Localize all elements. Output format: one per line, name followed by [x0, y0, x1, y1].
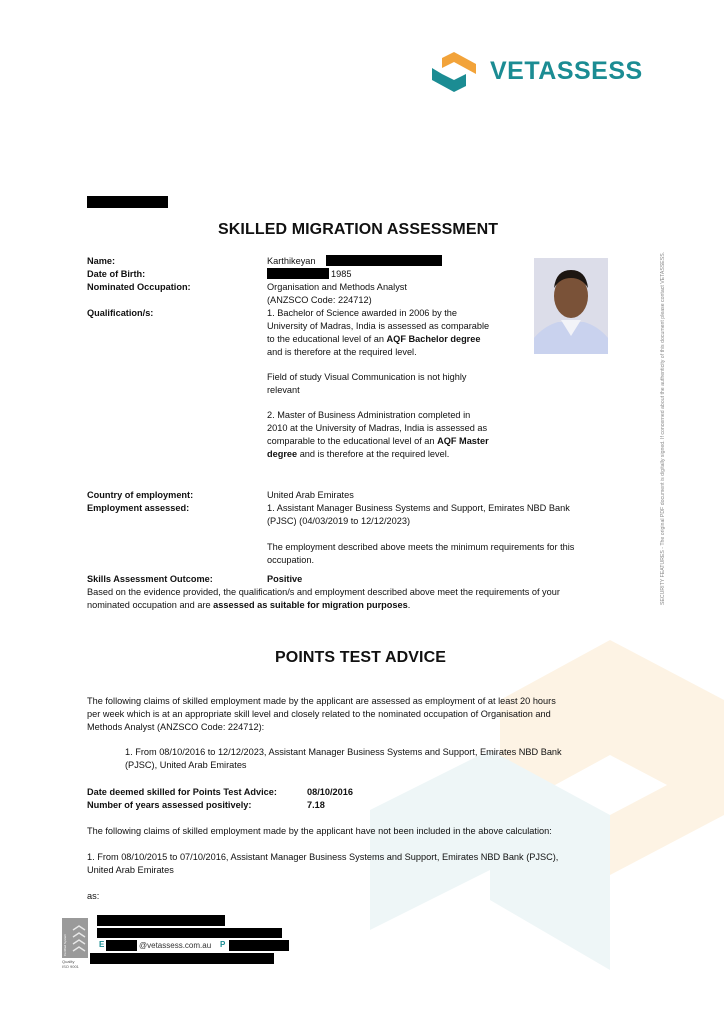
occupation-code: (ANZSCO Code: 224712): [267, 295, 372, 305]
checkmark-pattern-icon: [72, 924, 86, 954]
qualification-2: 2. Master of Business Administration completed in 2010 at the University of Madras, India is assessed as comparable to the educational level of an AQF Master degree and is therefore at the required level.: [267, 410, 489, 459]
occupation-label: Nominated Occupation:: [87, 282, 191, 292]
page-title: SKILLED MIGRATION ASSESSMENT: [218, 221, 499, 238]
applicant-photo: [534, 258, 608, 354]
date-deemed-label: Date deemed skilled for Points Test Advice:: [87, 787, 277, 797]
years-label: Number of years assessed positively:: [87, 800, 252, 810]
security-features-note: SECURITY FEATURES - The original PDF document is digitally signed. If concerned about the authenticity of this document please contact VETASSESS.: [660, 251, 666, 605]
redacted-footer-line-1: [97, 915, 225, 926]
watermark-graphic: [360, 640, 724, 980]
brand-name: VETASSESS: [490, 57, 643, 85]
contact-line: [97, 940, 297, 951]
name-value: Karthikeyan: [267, 256, 316, 266]
outcome-value: Positive: [267, 574, 303, 584]
qualification-1: 1. Bachelor of Science awarded in 2006 by the University of Madras, India is assessed as comparable to the educational level of an AQF Bachelor degree and is therefore at the required level.: [267, 308, 490, 357]
occupation-value: Organisation and Methods Analyst: [267, 282, 407, 292]
logo-mark-icon: [432, 52, 476, 94]
employment-label: Employment assessed:: [87, 503, 190, 513]
excluded-item-1: 1. From 08/10/2015 to 07/10/2016, Assistant Manager Business Systems and Support, Emirates NBD Bank (PJSC), United Arab Emirates: [87, 852, 559, 875]
employment-note: The employment described above meets the minimum requirements for this occupation.: [267, 542, 575, 565]
quality-label: Quality: [62, 959, 75, 964]
redacted-reference: [87, 196, 168, 208]
field-of-study-note: Field of study Visual Communication is not highly relevant: [267, 372, 467, 395]
points-test-title: POINTS TEST ADVICE: [275, 649, 447, 666]
iso-label: ISO 9001: [62, 964, 79, 969]
phone-prefix: P: [220, 940, 226, 949]
outcome-label: Skills Assessment Outcome:: [87, 574, 213, 584]
dob-value: 1985: [331, 269, 352, 279]
country-label: Country of employment:: [87, 490, 194, 500]
redacted-dob: [267, 268, 329, 279]
redacted-surname: [326, 255, 442, 266]
employment-value: 1. Assistant Manager Business Systems and Support, Emirates NBD Bank (PJSC) (04/03/2019 to 12/12/2023): [267, 503, 570, 526]
excluded-intro: The following claims of skilled employment made by the applicant have not been included in the above calculation:: [87, 826, 552, 836]
dob-label: Date of Birth:: [87, 269, 146, 279]
redacted-phone: [229, 940, 289, 951]
certification-badge: [62, 918, 88, 974]
points-intro: The following claims of skilled employment made by the applicant are assessed as employment of at least 20 hours per week which is at an appropriate skill level and closely related to the nominated occupation of Organisation and Methods Analyst (ANZSCO Code: 224712):: [87, 696, 556, 732]
vetassess-logo: [432, 52, 672, 94]
email-prefix: E: [99, 940, 105, 949]
as-text: as:: [87, 891, 100, 901]
redacted-email-user: [106, 940, 137, 951]
date-deemed-value: 08/10/2016: [307, 787, 353, 797]
redacted-footer-line-2: [97, 928, 282, 938]
qualification-label: Qualification/s:: [87, 308, 154, 318]
country-value: United Arab Emirates: [267, 490, 354, 500]
cert-system-label: Certified System: [63, 933, 67, 956]
years-value: 7.18: [307, 800, 325, 810]
redacted-footer-line-4: [90, 953, 274, 964]
outcome-text: Based on the evidence provided, the qualification/s and employment described above meet the requirements of your nominated occupation and are assessed as suitable for migration purposes.: [87, 587, 560, 610]
email-domain: @vetassess.com.au: [139, 941, 212, 950]
name-label: Name:: [87, 256, 116, 266]
points-item-1: 1. From 08/10/2016 to 12/12/2023, Assistant Manager Business Systems and Support, Emirates NBD Bank (PJSC), United Arab Emirates: [125, 747, 562, 770]
